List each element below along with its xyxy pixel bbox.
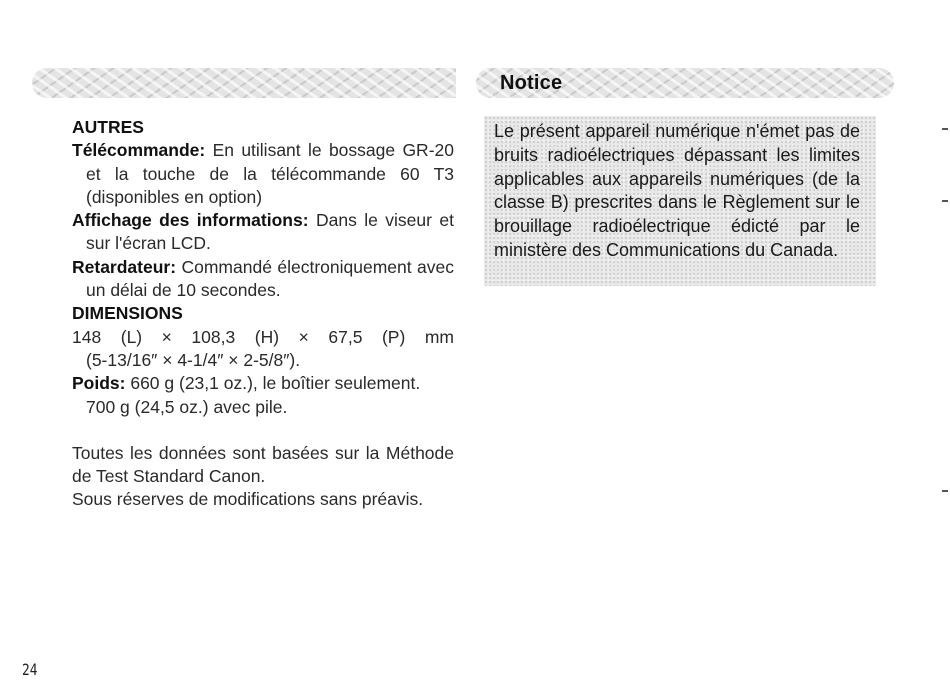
spec-affichage [72, 209, 454, 256]
dimensions-metric: 148 (L) × 108,3 (H) × 67,5 (P) mm [72, 326, 454, 347]
notice-title: Notice [500, 72, 563, 94]
notice-header-band [476, 68, 894, 98]
spec-text: En utilisant le bossage GR-20 et la touche de la télécommande 60 T3 (disponibles en option) [86, 140, 454, 207]
edge-tick [942, 128, 948, 130]
spec-poids [72, 372, 454, 395]
page-number: 24 [22, 660, 38, 679]
spec-label: Télécommande: [72, 140, 206, 161]
notice-box [484, 116, 876, 286]
edge-tick [942, 490, 948, 492]
autres-heading: AUTRES [72, 117, 144, 137]
spec-text: Commandé électroniquement avec un délai de 10 secondes. [86, 256, 454, 301]
dimensions-heading: DIMENSIONS [72, 303, 183, 324]
spec-label: Retardateur: [72, 256, 177, 277]
spec-text: Dans le viseur et sur l'écran LCD. [86, 210, 454, 254]
footnote-standard: Toutes les données sont basées sur la Méthode de Test Standard Canon. [72, 442, 454, 487]
spec-poids-pile: 700 g (24,5 oz.) avec pile. [86, 396, 288, 417]
edge-tick [942, 200, 948, 202]
spec-label: Affichage des informations: [72, 210, 309, 231]
spec-label: Poids: [72, 373, 126, 394]
dimensions-imperial: (5-13/16″ × 4-1/4″ × 2-5/8″). [86, 349, 301, 370]
spec-text: 660 g (23,1 oz.), le boîtier seulement. [125, 373, 421, 394]
left-header-band [32, 68, 456, 98]
spec-telecommande [72, 139, 454, 209]
specifications-column [72, 116, 454, 512]
paragraph-spacer [72, 419, 454, 442]
footnote-reserve: Sous réserves de modifications sans préavis. [72, 489, 424, 510]
notice-text: Le présent appareil numérique n'émet pas de bruits radioélectriques dépassant les limites applicables aux appareils numériques (de la classe B) prescrites dans le Règlement sur le brouillage radioélectrique édicté par le ministère des Communications du Canada. [494, 121, 860, 260]
spec-retardateur [72, 256, 454, 303]
